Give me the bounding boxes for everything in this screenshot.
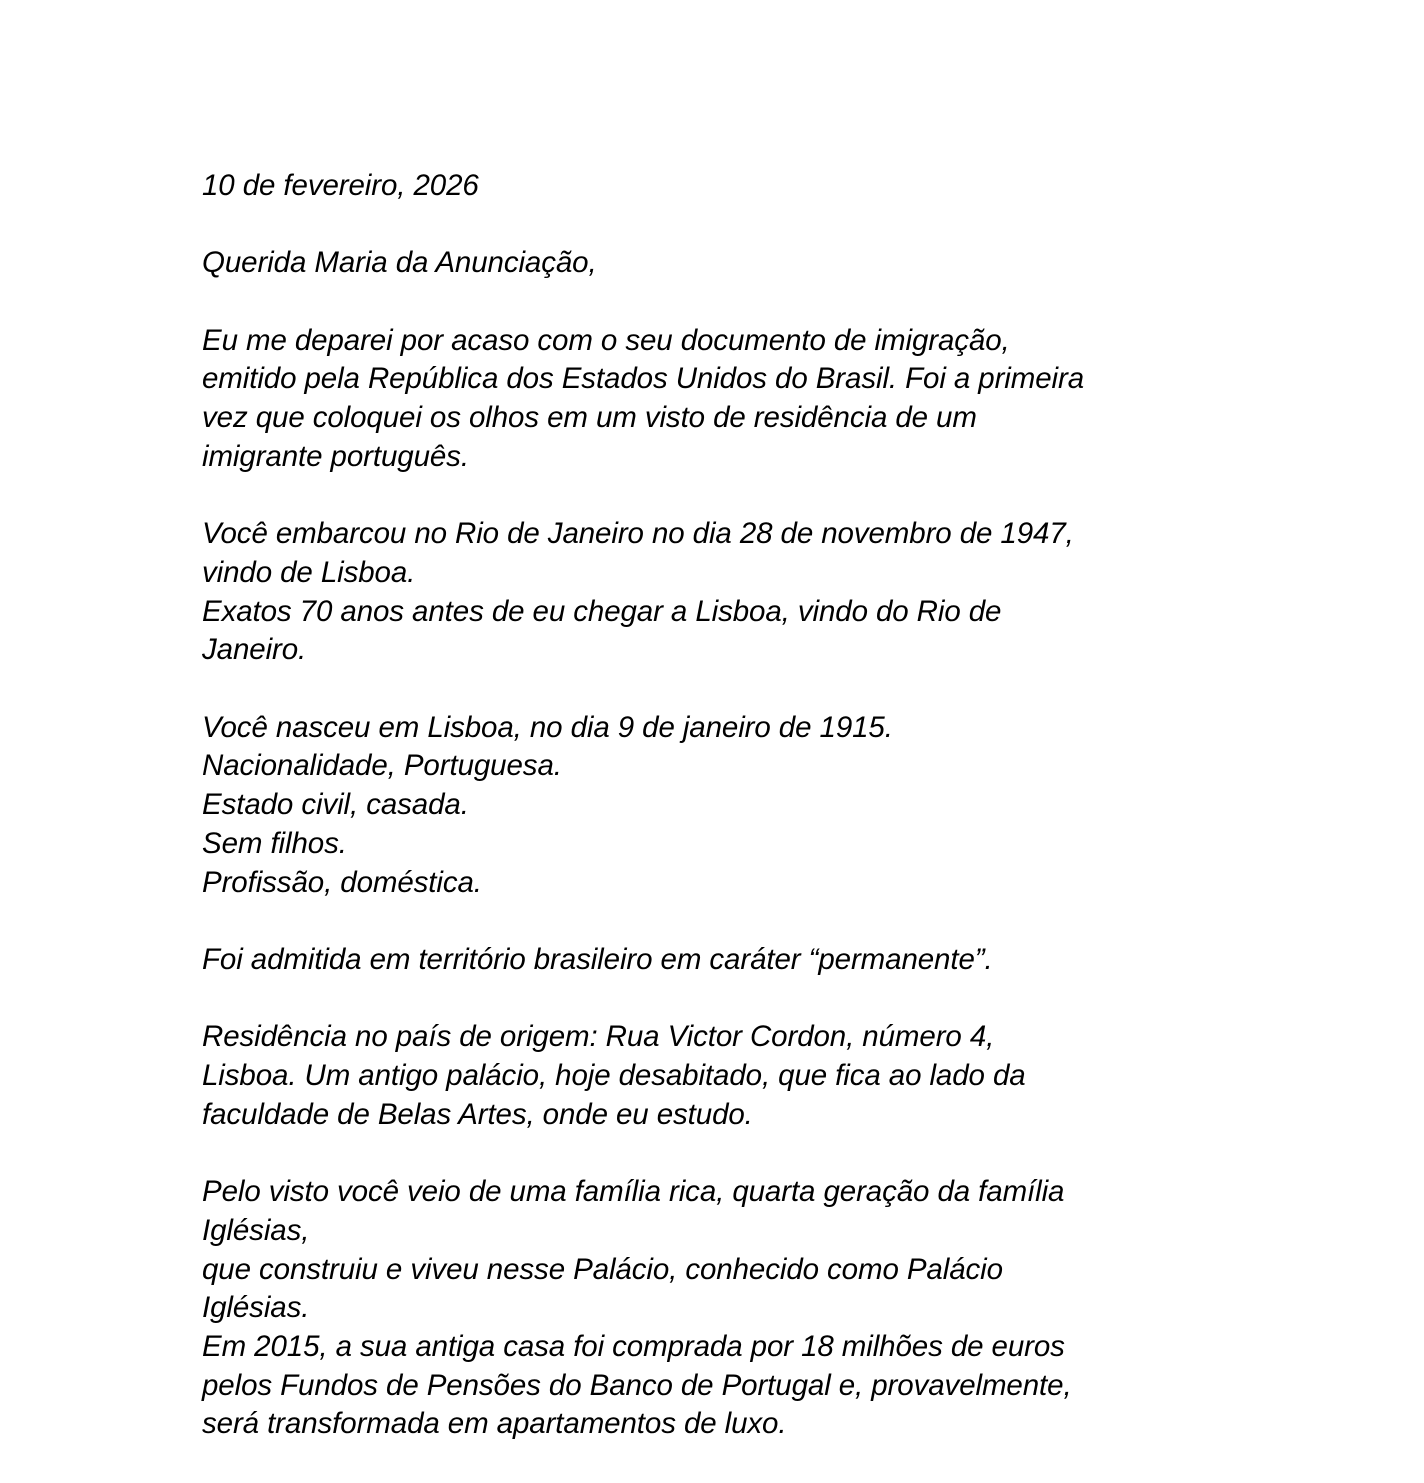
text-line: Pelo visto você veio de uma família rica, quarta geração da família [202, 1175, 1065, 1209]
letter-date [202, 167, 1302, 206]
text-line: Lisboa. Um antigo palácio, hoje desabitado, que fica ao lado da [202, 1059, 1026, 1093]
letter-document [202, 167, 1302, 1483]
paragraph-family-palace [202, 1173, 1302, 1444]
text-line: será transformada em apartamentos de luxo. [202, 1407, 787, 1441]
text-line: vez que coloquei os olhos em um visto de residência de um [202, 401, 977, 435]
text-line: Iglésias, [202, 1213, 310, 1247]
text-line: pelos Fundos de Pensões do Banco de Portugal e, provavelmente, [202, 1368, 1072, 1402]
date-text: 10 de fevereiro, 2026 [202, 169, 479, 202]
paragraph-immigration-document [202, 322, 1302, 477]
paragraph-residence [202, 1018, 1302, 1134]
text-line: Profissão, doméstica. [202, 865, 482, 899]
text-line: Iglésias. [202, 1291, 310, 1325]
text-line: vindo de Lisboa. [202, 555, 416, 589]
text-line: imigrante português. [202, 439, 469, 473]
paragraph-voyage [202, 515, 1302, 670]
text-line: faculdade de Belas Artes, onde eu estudo. [202, 1097, 753, 1131]
text-line: Eu me deparei por acaso com o seu documento de imigração, [202, 323, 1010, 357]
text-line: Foi admitida em território brasileiro em caráter “permanente”. [202, 942, 993, 976]
salutation-text: Querida Maria da Anunciação, [202, 246, 597, 280]
text-line: que construiu e viveu nesse Palácio, conhecido como Palácio [202, 1252, 1003, 1286]
text-line: Sem filhos. [202, 826, 347, 860]
text-line: emitido pela República dos Estados Unidos do Brasil. Foi a primeira [202, 362, 1085, 396]
text-line: Estado civil, casada. [202, 788, 469, 822]
text-line: Você embarcou no Rio de Janeiro no dia 28 de novembro de 1947, [202, 517, 1074, 551]
text-line: Você nasceu em Lisboa, no dia 9 de janeiro de 1915. [202, 710, 893, 744]
text-line: Em 2015, a sua antiga casa foi comprada por 18 milhões de euros [202, 1329, 1065, 1363]
text-line: Residência no país de origem: Rua Victor Cordon, número 4, [202, 1020, 995, 1054]
letter-salutation [202, 244, 1302, 283]
paragraph-personal-details [202, 709, 1302, 903]
paragraph-admission [202, 941, 1302, 980]
text-line: Nacionalidade, Portuguesa. [202, 749, 562, 783]
text-line: Exatos 70 anos antes de eu chegar a Lisboa, vindo do Rio de [202, 594, 1002, 628]
text-line: Janeiro. [202, 633, 307, 667]
